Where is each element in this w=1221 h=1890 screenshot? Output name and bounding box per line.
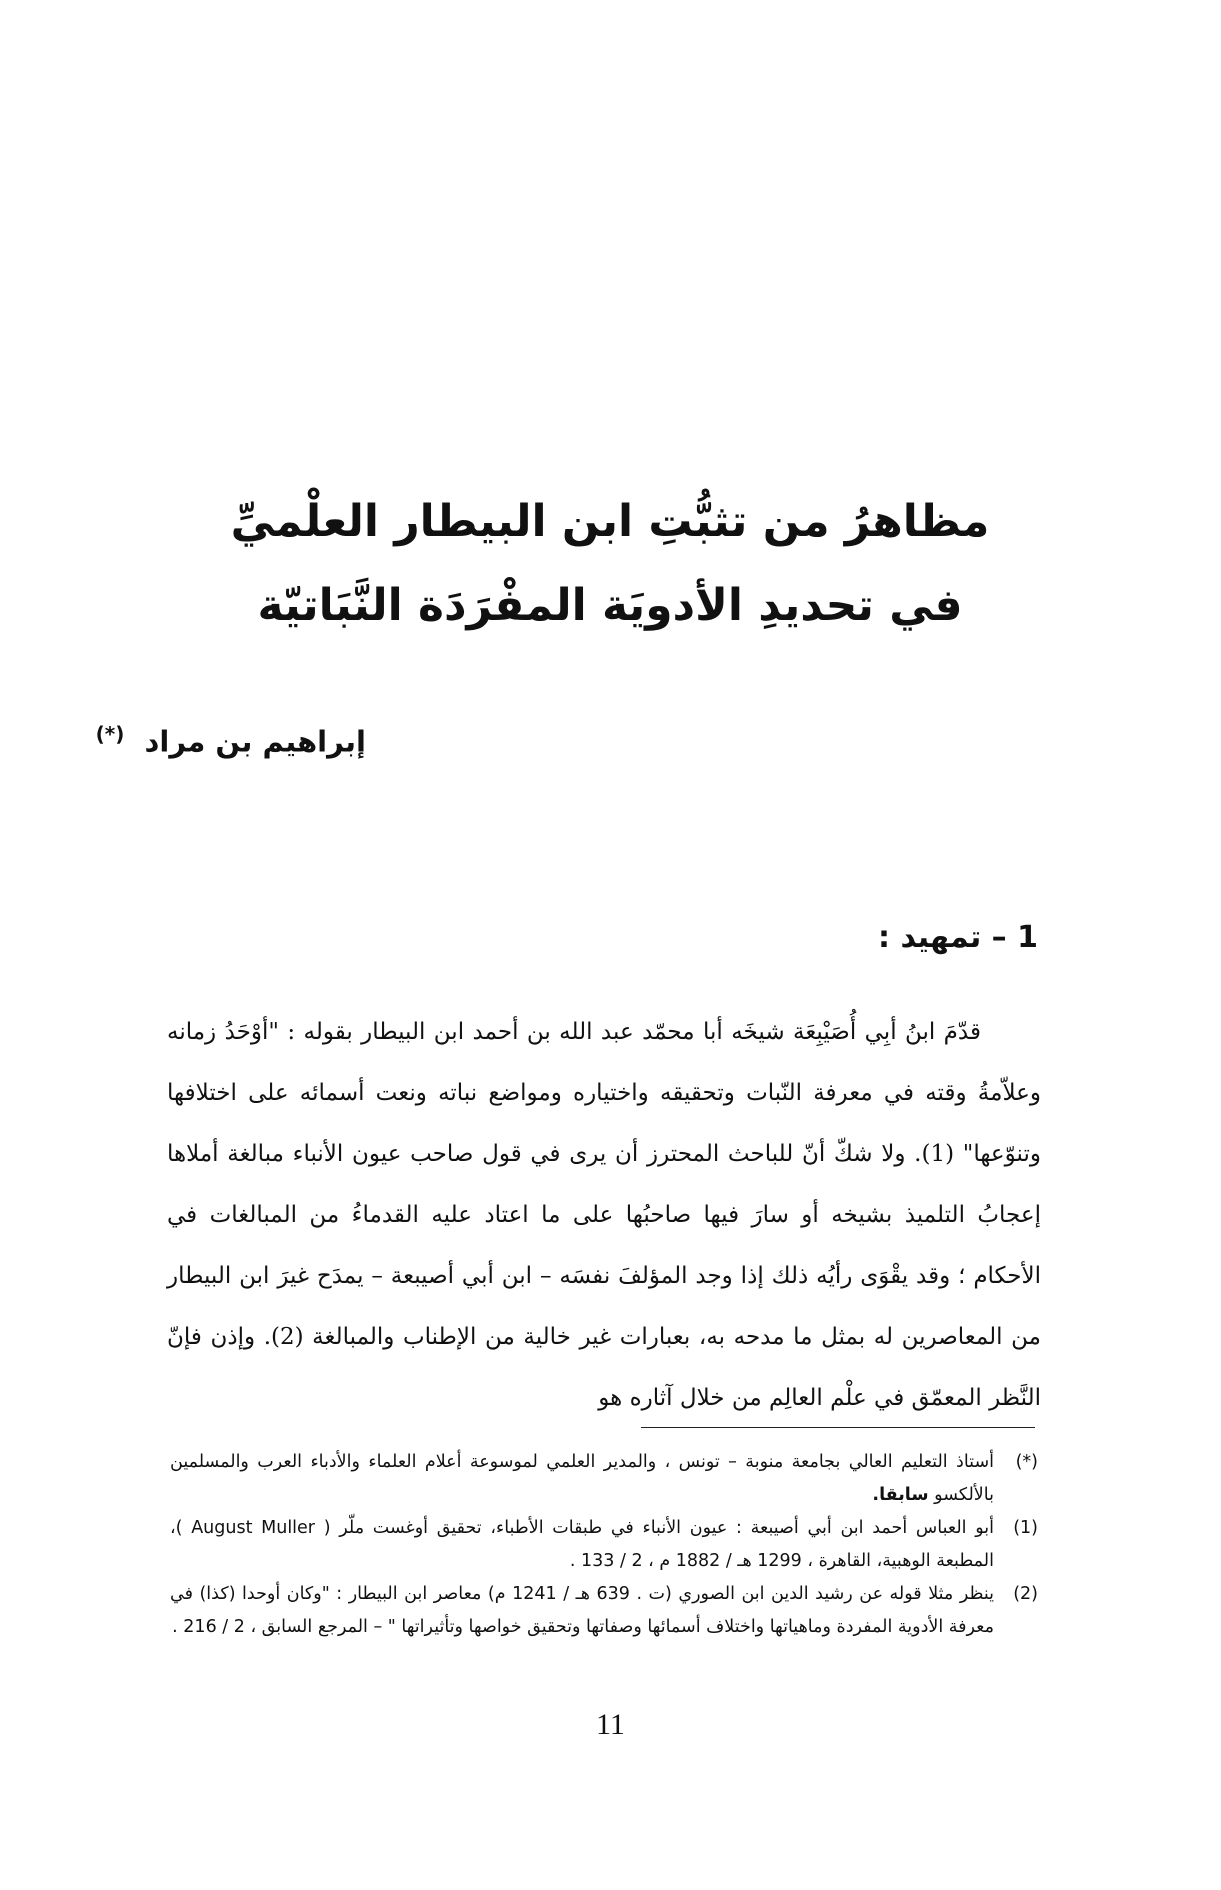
author-line: [96, 722, 366, 759]
body-text: [167, 1002, 1041, 1429]
author-name: إبراهيم بن مراد: [144, 724, 366, 759]
author-footnote-marker: (*): [95, 722, 125, 746]
article-title: [200, 480, 1020, 648]
footnote-number: (*): [1015, 1452, 1038, 1472]
footnote-number: (1): [1013, 1518, 1038, 1538]
footnote-text: أبو العباس أحمد ابن أبي أصيبعة : عيون الأنباء في طبقات الأطباء، تحقيق أوغست ملّر ( August Muller )، المطبعة الوهبية، القاهرة ، 1299 هـ / 1882 م ، 2 / 133 .: [170, 1518, 994, 1571]
footnote-item: [170, 1512, 1038, 1578]
section-heading: 1 – تمهيد :: [878, 920, 1038, 955]
footnote-separator: [641, 1427, 1035, 1428]
footnote-item: [170, 1446, 1038, 1512]
page-number: 11: [596, 1708, 625, 1741]
footnote-item: [170, 1578, 1038, 1644]
body-paragraph: قدّمَ ابنُ أبِي أُصَيْبِعَة شيخَه أبا محمّد عبد الله بن أحمد ابن البيطار بقوله : "أوْحَدُ زمانه وعلاّمةُ وقته في معرفة النّبات وتحقيقه واختياره ومواضع نباته ونعت أسمائه على اختلافها وتنوّعها" (1). ولا شكّ أنّ للباحث المحترز أن يرى في قول صاحب عيون الأنباء مبالغة أملاها إعجابُ التلميذ بشيخه أو سارَ فيها صاحبُها على ما اعتاد عليه القدماءُ من المبالغات في الأحكام ؛ وقد يقْوَى رأيُه ذلك إذا وجد المؤلفَ نفسَه – ابن أبي أصيبعة – يمدَح غيرَ ابن البيطار من المعاصرين له بمثل ما مدحه به، بعبارات غير خالية من الإطناب والمبالغة (2). وإذن فإنّ النَّظر المعمّق في علْم العالِم من خلال آثاره هو: [167, 1019, 1041, 1411]
footnote-bold-text: سابقا.: [872, 1485, 929, 1505]
footnote-number: (2): [1013, 1584, 1038, 1604]
footnotes: [170, 1446, 1038, 1644]
title-line-2: في تحديدِ الأدويَة المفْرَدَة النَّبَاتيّة: [257, 580, 963, 631]
footnote-text: ينظر مثلا قوله عن رشيد الدين ابن الصوري (ت . 639 هـ / 1241 م) معاصر ابن البيطار : "وكان أوحدا (كذا) في معرفة الأدوية المفردة وماهياتها واختلاف أسمائها وصفاتها وتحقيق خواصها وتأثيراتها " – المرجع السابق ، 2 / 216 .: [170, 1584, 994, 1637]
footnote-text: أستاذ التعليم العالي بجامعة منوبة – تونس ، والمدير العلمي لموسوعة أعلام العلماء والأدباء العرب والمسلمين بالألكسو: [170, 1452, 994, 1505]
title-line-1: مظاهرُ من تثبُّتِ ابن البيطار العلْميِّ: [230, 496, 990, 547]
